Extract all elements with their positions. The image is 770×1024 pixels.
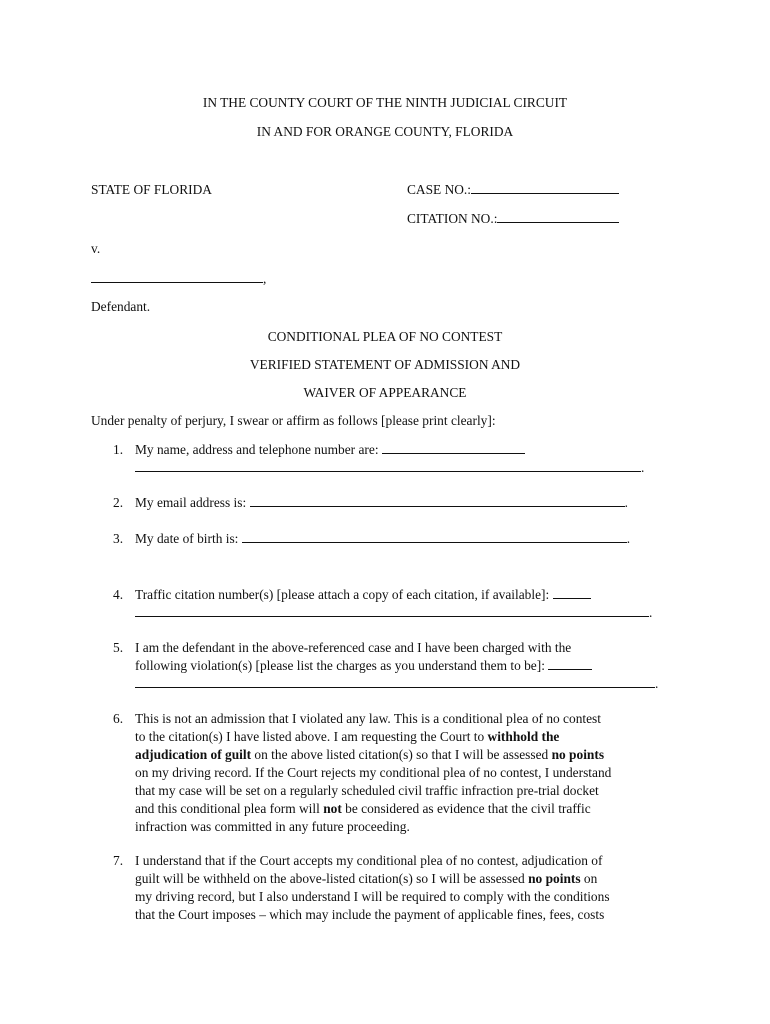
court-header-line-2: IN AND FOR ORANGE COUNTY, FLORIDA <box>256 124 514 139</box>
defendant-comma: , <box>263 271 267 286</box>
item-7-line-1: I understand that if the Court accepts my conditional plea of no contest, adjudication of <box>135 853 603 868</box>
item-5-body <box>135 639 683 693</box>
item-3-number: 3. <box>113 531 124 546</box>
violations-field-1[interactable] <box>548 657 592 670</box>
item-6-line-2 <box>135 728 683 746</box>
item-4-body <box>135 586 683 622</box>
item-7-paragraph <box>135 852 683 924</box>
defendant-name-row <box>91 270 266 288</box>
citation-numbers-field-1[interactable] <box>553 586 591 599</box>
intro-statement: Under penalty of perjury, I swear or affirm as follows [please print clearly]: <box>91 413 496 428</box>
citation-number-field[interactable] <box>497 210 619 223</box>
email-address-field[interactable] <box>250 494 625 507</box>
item-2-body <box>135 494 683 512</box>
item-5-line-1: I am the defendant in the above-referenced case and I have been charged with the <box>135 640 572 655</box>
name-address-phone-field-2[interactable] <box>135 459 641 472</box>
form-title-line-2: VERIFIED STATEMENT OF ADMISSION AND <box>249 357 521 372</box>
item-1-body <box>135 441 683 477</box>
item-6-line-6 <box>135 800 683 818</box>
versus-text: v. <box>91 241 101 256</box>
item-6-paragraph <box>135 710 683 836</box>
case-number-label: CASE NO.: <box>407 182 471 197</box>
defendant-label: Defendant. <box>91 299 151 314</box>
form-title-line-1: CONDITIONAL PLEA OF NO CONTEST <box>267 329 503 344</box>
item-1-period: . <box>641 460 645 475</box>
citation-numbers-field-2[interactable] <box>135 604 649 617</box>
item-2-number: 2. <box>113 495 124 510</box>
item-6-line-6-text-b: be considered as evidence that the civil traffic <box>341 801 591 816</box>
item-2-text: My email address is: <box>135 495 247 510</box>
item-5-line-2: following violation(s) [please list the charges as you understand them to be]: <box>135 658 545 673</box>
case-number-field[interactable] <box>471 181 619 194</box>
no-points-emphasis-2: no points <box>528 871 581 886</box>
item-6-line-2-text: to the citation(s) I have listed above. I am requesting the Court to <box>135 729 488 744</box>
item-3-period: . <box>626 531 631 546</box>
court-header-line-1: IN THE COUNTY COURT OF THE NINTH JUDICIAL CIRCUIT <box>202 95 568 110</box>
item-6-line-7: infraction was committed in any future proceeding. <box>135 819 410 834</box>
no-points-emphasis: no points <box>551 747 605 762</box>
citation-number-row <box>407 210 619 228</box>
form-title-line-3: WAIVER OF APPEARANCE <box>303 385 467 400</box>
defendant-name-field[interactable] <box>91 270 263 283</box>
plaintiff-name: STATE OF FLORIDA <box>91 182 212 197</box>
item-6-line-5: that my case will be set on a regularly scheduled civil traffic infraction pre-trial docket <box>135 783 599 798</box>
item-3-body <box>135 530 683 548</box>
item-5-number: 5. <box>113 640 124 655</box>
item-6-line-4: on my driving record. If the Court rejects my conditional plea of no contest, I understand <box>135 765 612 780</box>
not-emphasis: not <box>323 801 342 816</box>
date-of-birth-field[interactable] <box>242 530 627 543</box>
item-4-text: Traffic citation number(s) [please attach a copy of each citation, if available]: <box>135 587 550 602</box>
item-1-text: My name, address and telephone number are: <box>135 442 379 457</box>
case-number-row <box>407 181 619 199</box>
item-1-number: 1. <box>113 442 124 457</box>
item-3-text: My date of birth is: <box>135 531 239 546</box>
item-7-line-4: that the Court imposes – which may include the payment of applicable fines, fees, costs <box>135 907 605 922</box>
adjudication-emphasis: adjudication of guilt <box>135 747 252 762</box>
item-7-line-2 <box>135 870 683 888</box>
withhold-emphasis: withhold the <box>487 729 560 744</box>
item-4-period: . <box>649 605 653 620</box>
item-4-number: 4. <box>113 587 124 602</box>
name-address-phone-field-1[interactable] <box>382 441 525 454</box>
item-6-line-1: This is not an admission that I violated any law. This is a conditional plea of no contest <box>135 711 601 726</box>
violations-field-2[interactable] <box>135 675 655 688</box>
item-7-line-2-text-b: on <box>580 871 598 886</box>
citation-number-label: CITATION NO.: <box>407 211 498 226</box>
item-7-line-2-text-a: guilt will be withheld on the above-listed citation(s) so I will be assessed <box>135 871 529 886</box>
item-6-number: 6. <box>113 711 124 726</box>
item-2-period: . <box>624 495 628 510</box>
item-6-line-6-text-a: and this conditional plea form will <box>135 801 324 816</box>
item-6-line-3-text: on the above listed citation(s) so that I will be assessed <box>251 747 552 762</box>
item-6-line-3 <box>135 746 683 764</box>
item-7-line-3: my driving record, but I also understand I will be required to comply with the conditions <box>135 889 610 904</box>
item-7-number: 7. <box>113 853 124 868</box>
item-5-period: . <box>655 676 659 691</box>
